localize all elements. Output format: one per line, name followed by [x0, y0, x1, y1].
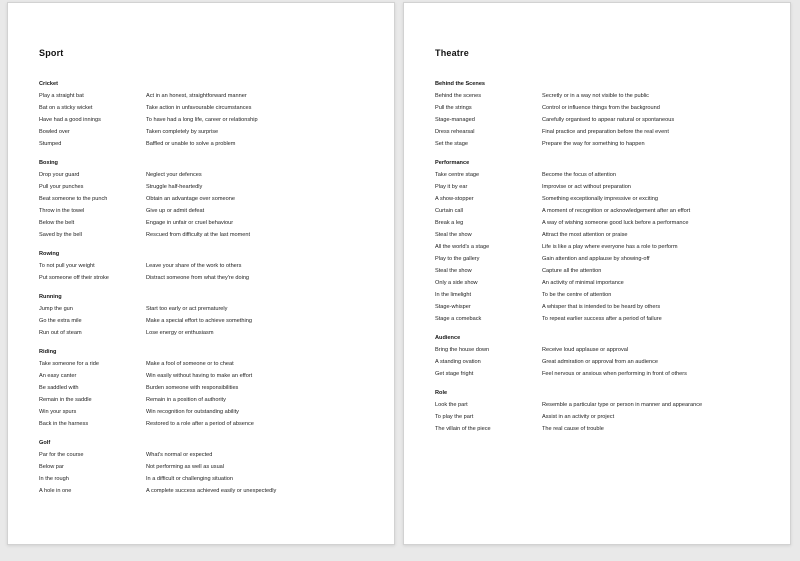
- idiom-row: [435, 301, 774, 313]
- idiom-term: Go the extra mile: [39, 318, 82, 324]
- section-heading: Golf: [39, 440, 51, 446]
- idiom-definition: Engage in unfair or cruel behaviour: [146, 220, 234, 226]
- idiom-term: Look the part: [435, 402, 468, 408]
- idiom-row: [39, 205, 378, 217]
- idiom-definition: Restored to a role after a period of absence: [146, 421, 254, 427]
- idiom-section: [39, 291, 378, 339]
- idiom-row: [39, 315, 378, 327]
- idiom-definition: Struggle half-heartedly: [146, 184, 203, 190]
- idiom-section: [39, 437, 378, 497]
- idiom-row: [39, 272, 378, 284]
- idiom-term: Below the belt: [39, 220, 75, 226]
- idiom-definition: Not performing as well as usual: [146, 464, 225, 470]
- idiom-row: [39, 449, 378, 461]
- idiom-row: [39, 138, 378, 150]
- idiom-term: Play to the gallery: [435, 256, 480, 262]
- idiom-term: Back in the harness: [39, 421, 89, 427]
- section-heading: Audience: [435, 335, 461, 341]
- idiom-definition: To repeat earlier success after a period of failure: [542, 316, 662, 322]
- idiom-section: [435, 78, 774, 150]
- idiom-definition: Give up or admit defeat: [146, 208, 205, 214]
- idiom-row: [435, 368, 774, 380]
- idiom-definition: A way of wishing someone good luck before a performance: [542, 220, 689, 226]
- idiom-row: [435, 265, 774, 277]
- idiom-definition: Capture all the attention: [542, 268, 602, 274]
- idiom-term: To play the part: [435, 414, 474, 420]
- idiom-section: [435, 387, 774, 435]
- idiom-row: [435, 138, 774, 150]
- idiom-definition: Win recognition for outstanding ability: [146, 409, 239, 415]
- idiom-row: [39, 303, 378, 315]
- idiom-row: [435, 205, 774, 217]
- idiom-term: Steal the show: [435, 268, 472, 274]
- section-heading: Performance: [435, 160, 470, 166]
- idiom-definition: Great admiration or approval from an audience: [542, 359, 658, 365]
- idiom-row: [39, 406, 378, 418]
- idiom-row: [435, 313, 774, 325]
- idiom-definition: Make a fool of someone or to cheat: [146, 361, 234, 367]
- idiom-row: [435, 90, 774, 102]
- idiom-term: Par for the course: [39, 452, 84, 458]
- idiom-row: [39, 181, 378, 193]
- idiom-term: Behind the scenes: [435, 93, 482, 99]
- idiom-definition: Take action in unfavourable circumstances: [146, 105, 252, 111]
- idiom-row: [435, 241, 774, 253]
- idiom-row: [39, 126, 378, 138]
- idiom-definition: Secretly or in a way not visible to the public: [542, 93, 649, 99]
- idiom-term: In the rough: [39, 476, 69, 482]
- idiom-term: Stage a comeback: [435, 316, 482, 322]
- idiom-row: [39, 193, 378, 205]
- idiom-section: [435, 157, 774, 325]
- idiom-term: Play it by ear: [435, 184, 468, 190]
- idiom-section: [435, 332, 774, 380]
- idiom-term: Bring the house down: [435, 347, 490, 353]
- idiom-row: [435, 126, 774, 138]
- idiom-definition: Lose energy or enthusiasm: [146, 330, 214, 336]
- idiom-term: Set the stage: [435, 141, 468, 147]
- idiom-term: Play a straight bat: [39, 93, 84, 99]
- idiom-row: [435, 411, 774, 423]
- page-title: Sport: [39, 48, 64, 58]
- idiom-row: [39, 358, 378, 370]
- idiom-term: Break a leg: [435, 220, 464, 226]
- idiom-term: Curtain call: [435, 208, 463, 214]
- idiom-term: Take centre stage: [435, 172, 480, 178]
- idiom-row: [435, 229, 774, 241]
- idiom-term: Pull the strings: [435, 105, 472, 111]
- page-theatre: [403, 2, 791, 545]
- idiom-term: To not pull your weight: [39, 263, 95, 269]
- idiom-row: [39, 370, 378, 382]
- section-heading: Running: [39, 294, 62, 300]
- idiom-term: All the world's a stage: [435, 244, 490, 250]
- idiom-term: Run out of steam: [39, 330, 82, 336]
- idiom-section: [39, 78, 378, 150]
- idiom-term: A show-stopper: [435, 196, 474, 202]
- idiom-row: [435, 423, 774, 435]
- idiom-term: Have had a good innings: [39, 117, 101, 123]
- idiom-definition: Start too early or act prematurely: [146, 306, 228, 312]
- idiom-row: [435, 344, 774, 356]
- idiom-definition: Distract someone from what they're doing: [146, 275, 250, 281]
- idiom-term: Stage-managed: [435, 117, 475, 123]
- idiom-row: [435, 169, 774, 181]
- idiom-definition: Make a special effort to achieve something: [146, 318, 252, 324]
- idiom-definition: To have had a long life, career or relationship: [146, 117, 258, 123]
- idiom-definition: Gain attention and applause by showing-off: [542, 256, 650, 262]
- section-heading: Riding: [39, 349, 57, 355]
- idiom-term: Saved by the bell: [39, 232, 82, 238]
- idiom-definition: Something exceptionally impressive or exciting: [542, 196, 658, 202]
- idiom-section: [39, 157, 378, 241]
- idiom-term: A hole in one: [39, 488, 72, 494]
- idiom-row: [39, 473, 378, 485]
- idiom-row: [39, 485, 378, 497]
- idiom-term: In the limelight: [435, 292, 472, 298]
- idiom-row: [435, 277, 774, 289]
- idiom-definition: A complete success achieved easily or unexpectedly: [146, 488, 277, 494]
- section-heading: Behind the Scenes: [435, 81, 486, 87]
- idiom-definition: Taken completely by surprise: [146, 129, 219, 135]
- idiom-term: Drop your guard: [39, 172, 80, 178]
- idiom-row: [39, 418, 378, 430]
- idiom-definition: Baffled or unable to solve a problem: [146, 141, 236, 147]
- idiom-section: [39, 248, 378, 284]
- idiom-definition: Rescued from difficulty at the last moment: [146, 232, 251, 238]
- idiom-definition: Control or influence things from the background: [542, 105, 660, 111]
- idiom-definition: Improvise or act without preparation: [542, 184, 631, 190]
- idiom-definition: Feel nervous or anxious when performing in front of others: [542, 371, 687, 377]
- idiom-row: [435, 181, 774, 193]
- idiom-definition: Assist in an activity or project: [542, 414, 615, 420]
- idiom-term: Bowled over: [39, 129, 70, 135]
- idiom-term: Dress rehearsal: [435, 129, 475, 135]
- idiom-definition: Resemble a particular type or person in manner and appearance: [542, 402, 703, 408]
- idiom-definition: Remain in a position of authority: [146, 397, 226, 403]
- idiom-term: Jump the gun: [39, 306, 73, 312]
- idiom-definition: Win easily without having to make an effort: [146, 373, 253, 379]
- idiom-definition: An activity of minimal importance: [542, 280, 624, 286]
- idiom-definition: Prepare the way for something to happen: [542, 141, 645, 147]
- idiom-definition: Leave your share of the work to others: [146, 263, 242, 269]
- idiom-row: [39, 90, 378, 102]
- idiom-row: [39, 461, 378, 473]
- idiom-term: Put someone off their stroke: [39, 275, 109, 281]
- idiom-definition: In a difficult or challenging situation: [146, 476, 233, 482]
- idiom-row: [39, 382, 378, 394]
- idiom-definition: Act in an honest, straightforward manner: [146, 93, 247, 99]
- idiom-row: [435, 399, 774, 411]
- idiom-term: Stage-whisper: [435, 304, 471, 310]
- idiom-term: Beat someone to the punch: [39, 196, 108, 202]
- idiom-definition: Receive loud applause or approval: [542, 347, 629, 353]
- idiom-term: Throw in the towel: [39, 208, 85, 214]
- idiom-row: [39, 260, 378, 272]
- page-sport: [7, 2, 395, 545]
- idiom-section: [39, 346, 378, 430]
- idiom-definition: Final practice and preparation before the real event: [542, 129, 669, 135]
- section-heading: Rowing: [39, 251, 60, 257]
- idiom-row: [435, 217, 774, 229]
- idiom-definition: A whisper that is intended to be heard by others: [542, 304, 661, 310]
- idiom-definition: Life is like a play where everyone has a role to perform: [542, 244, 678, 250]
- idiom-definition: Neglect your defences: [146, 172, 202, 178]
- idiom-term: An easy canter: [39, 373, 77, 379]
- idiom-term: Get stage fright: [435, 371, 474, 377]
- idiom-row: [39, 217, 378, 229]
- idiom-term: Below par: [39, 464, 64, 470]
- idiom-row: [435, 253, 774, 265]
- idiom-definition: Carefully organised to appear natural or spontaneous: [542, 117, 675, 123]
- idiom-definition: Attract the most attention or praise: [542, 232, 628, 238]
- section-heading: Role: [435, 390, 448, 396]
- idiom-term: A standing ovation: [435, 359, 481, 365]
- idiom-row: [39, 229, 378, 241]
- idiom-term: The villain of the piece: [435, 426, 491, 432]
- idiom-definition: A moment of recognition or acknowledgement after an effort: [542, 208, 691, 214]
- idiom-definition: Obtain an advantage over someone: [146, 196, 235, 202]
- idiom-row: [39, 102, 378, 114]
- idiom-term: Remain in the saddle: [39, 397, 92, 403]
- section-heading: Boxing: [39, 160, 58, 166]
- idiom-row: [39, 327, 378, 339]
- idiom-row: [435, 102, 774, 114]
- idiom-definition: Become the focus of attention: [542, 172, 617, 178]
- page-title: Theatre: [435, 48, 469, 58]
- idiom-term: Bat on a sticky wicket: [39, 105, 93, 111]
- idiom-term: Steal the show: [435, 232, 472, 238]
- idiom-row: [435, 114, 774, 126]
- idiom-row: [435, 193, 774, 205]
- idiom-term: Win your spurs: [39, 409, 77, 415]
- idiom-row: [435, 289, 774, 301]
- idiom-row: [39, 394, 378, 406]
- idiom-definition: The real cause of trouble: [542, 426, 604, 432]
- idiom-definition: To be the centre of attention: [542, 292, 612, 298]
- idiom-row: [39, 169, 378, 181]
- idiom-term: Stumped: [39, 141, 62, 147]
- idiom-term: Pull your punches: [39, 184, 84, 190]
- idiom-row: [435, 356, 774, 368]
- idiom-term: Take someone for a ride: [39, 361, 100, 367]
- idiom-term: Be saddled with: [39, 385, 79, 391]
- idiom-row: [39, 114, 378, 126]
- idiom-definition: What's normal or expected: [146, 452, 213, 458]
- idiom-definition: Burden someone with responsibilities: [146, 385, 239, 391]
- section-heading: Cricket: [39, 81, 58, 87]
- idiom-term: Only a side show: [435, 280, 478, 286]
